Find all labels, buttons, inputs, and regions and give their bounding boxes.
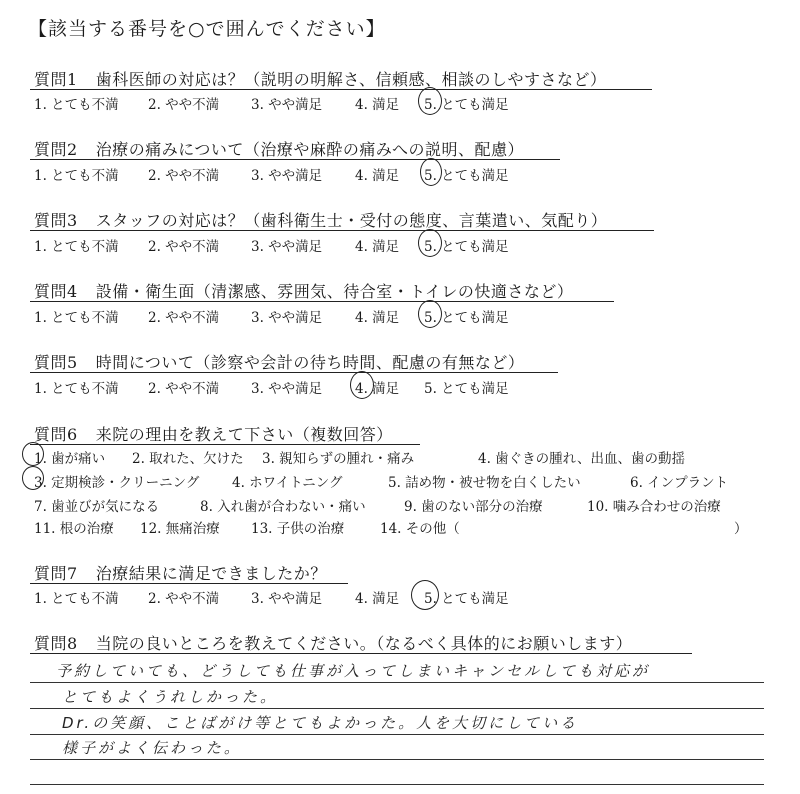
- q3-option-2[interactable]: 2. やや不満: [148, 239, 220, 255]
- q6-reason-5[interactable]: 5. 詰め物・被せ物を白くしたい: [388, 475, 581, 491]
- q3-option-4[interactable]: 4. 満足: [355, 239, 400, 255]
- q4-option-5[interactable]: 5. とても満足: [424, 310, 509, 326]
- question-5: [34, 350, 524, 373]
- q6-reason-8[interactable]: 8. 入れ歯が合わない・痛い: [200, 499, 366, 515]
- q3-option-3[interactable]: 3. やや満足: [251, 239, 323, 255]
- q1-option-1[interactable]: 1. とても不満: [34, 97, 119, 113]
- question-3-underline: [30, 230, 654, 231]
- q7-option-1[interactable]: 1. とても不満: [34, 591, 119, 607]
- q1-option-2[interactable]: 2. やや不満: [148, 97, 220, 113]
- answer-line-5: [30, 784, 764, 785]
- q6-reason-1[interactable]: 1. 歯が痛い: [34, 451, 106, 467]
- question-7: [34, 561, 327, 584]
- q6-reason-13[interactable]: 13. 子供の治療: [251, 521, 345, 537]
- q1-option-5[interactable]: 5. とても満足: [424, 97, 509, 113]
- q7-option-4[interactable]: 4. 満足: [355, 591, 400, 607]
- q4-option-1[interactable]: 1. とても不満: [34, 310, 119, 326]
- q6-reason-10[interactable]: 10. 噛み合わせの治療: [587, 499, 721, 515]
- question-2: [34, 137, 524, 160]
- q7-option-5[interactable]: 5. とても満足: [424, 591, 509, 607]
- q1-option-4[interactable]: 4. 満足: [355, 97, 400, 113]
- answer-line-3: [30, 734, 764, 735]
- question-4-text: 設備・衛生面（清潔感、雰囲気、待合室・トイレの快適さなど）: [95, 282, 574, 301]
- question-5-underline: [30, 372, 558, 373]
- question-5-text: 時間について（診察や会計の待ち時間、配慮の有無など）: [95, 353, 525, 372]
- question-1-label: 質問1: [34, 70, 78, 89]
- q5-option-4[interactable]: 4. 満足: [355, 381, 400, 397]
- question-8: [34, 631, 632, 654]
- question-7-text: 治療結果に満足できましたか？: [95, 564, 327, 583]
- q2-option-2[interactable]: 2. やや不満: [148, 168, 220, 184]
- q5-selection-circle: [350, 371, 374, 399]
- q2-option-1[interactable]: 1. とても不満: [34, 168, 119, 184]
- question-5-label: 質問5: [34, 353, 78, 372]
- question-4: [34, 279, 573, 302]
- instruction-header: 【該当する番号を○で囲んでください】: [28, 18, 386, 40]
- q5-option-5[interactable]: 5. とても満足: [424, 381, 509, 397]
- question-8-label: 質問8: [34, 634, 78, 653]
- q1-selection-circle: [418, 87, 442, 115]
- q6-reason-3-checkup[interactable]: 3. 定期検診・クリーニング: [34, 475, 200, 491]
- question-4-underline: [30, 301, 614, 302]
- q4-option-4[interactable]: 4. 満足: [355, 310, 400, 326]
- q4-option-2[interactable]: 2. やや不満: [148, 310, 220, 326]
- q2-selection-circle: [420, 158, 442, 186]
- question-1-text: 歯科医師の対応は？（説明の明解さ、信頼感、相談のしやすさなど）: [95, 70, 607, 89]
- q6-reason-6[interactable]: 6. インプラント: [630, 475, 729, 491]
- q6-reason-11[interactable]: 11. 根の治療: [34, 521, 114, 537]
- q6-other-close-paren: ）: [734, 521, 748, 537]
- q6-selection-circle-3: [22, 466, 44, 490]
- q5-option-1[interactable]: 1. とても不満: [34, 381, 119, 397]
- q1-option-3[interactable]: 3. やや満足: [251, 97, 323, 113]
- question-6: [34, 422, 393, 445]
- q7-selection-circle: [411, 580, 439, 610]
- q3-option-1[interactable]: 1. とても不満: [34, 239, 119, 255]
- q6-reason-3[interactable]: 3. 親知らずの腫れ・痛み: [262, 451, 415, 467]
- question-6-underline: [30, 444, 420, 445]
- q2-option-5[interactable]: 5. とても満足: [424, 168, 509, 184]
- q6-reason-4[interactable]: 4. 歯ぐきの腫れ、出血、歯の動揺: [478, 451, 685, 467]
- q5-option-3[interactable]: 3. やや満足: [251, 381, 323, 397]
- q5-option-2[interactable]: 2. やや不満: [148, 381, 220, 397]
- answer-line-1: [30, 682, 764, 683]
- question-1: [34, 67, 607, 90]
- question-4-label: 質問4: [34, 282, 78, 301]
- q6-reason-7[interactable]: 7. 歯並びが気になる: [34, 499, 160, 515]
- question-7-underline: [30, 583, 348, 584]
- handwritten-answer-line-2[interactable]: とてもよくうれしかった。: [62, 688, 279, 706]
- q6-reason-2[interactable]: 2. 取れた、欠けた: [132, 451, 244, 467]
- question-8-text: 当院の良いところを教えてください。（なるべく具体的にお願いします）: [95, 634, 633, 653]
- q7-option-2[interactable]: 2. やや不満: [148, 591, 220, 607]
- q4-option-3[interactable]: 3. やや満足: [251, 310, 323, 326]
- handwritten-answer-line-4[interactable]: 様子がよく伝わった。: [62, 739, 242, 757]
- q7-option-3[interactable]: 3. やや満足: [251, 591, 323, 607]
- q4-selection-circle: [418, 300, 442, 328]
- q3-option-5[interactable]: 5. とても満足: [424, 239, 509, 255]
- q2-option-4[interactable]: 4. 満足: [355, 168, 400, 184]
- question-2-underline: [30, 159, 560, 160]
- q3-selection-circle: [418, 229, 442, 257]
- q6-reason-12[interactable]: 12. 無痛治療: [140, 521, 220, 537]
- question-6-text: 来院の理由を教えて下さい（複数回答）: [95, 425, 393, 444]
- question-8-underline: [30, 653, 692, 654]
- q6-reason-9[interactable]: 9. 歯のない部分の治療: [404, 499, 543, 515]
- question-3: [34, 208, 607, 231]
- answer-line-2: [30, 708, 764, 709]
- handwritten-answer-line-3[interactable]: Dr.の笑顔、ことばがけ等とてもよかった。人を大切にしている: [62, 714, 579, 732]
- question-3-label: 質問3: [34, 211, 78, 230]
- question-6-label: 質問6: [34, 425, 78, 444]
- question-7-label: 質問7: [34, 564, 78, 583]
- q2-option-3[interactable]: 3. やや満足: [251, 168, 323, 184]
- handwritten-answer-line-1[interactable]: 予約していても、どうしても仕事が入ってしまいキャンセルしても対応が: [56, 662, 651, 680]
- question-1-underline: [30, 89, 652, 90]
- q6-reason-whitening[interactable]: 4. ホワイトニング: [232, 475, 343, 491]
- question-2-text: 治療の痛みについて（治療や麻酔の痛みへの説明、配慮）: [95, 140, 525, 159]
- answer-line-4: [30, 759, 764, 760]
- q6-selection-circle-1: [22, 442, 44, 466]
- q6-reason-14[interactable]: 14. その他（: [380, 521, 460, 537]
- question-3-text: スタッフの対応は？（歯科衛生士・受付の態度、言葉遣い、気配り）: [95, 211, 608, 230]
- question-2-label: 質問2: [34, 140, 78, 159]
